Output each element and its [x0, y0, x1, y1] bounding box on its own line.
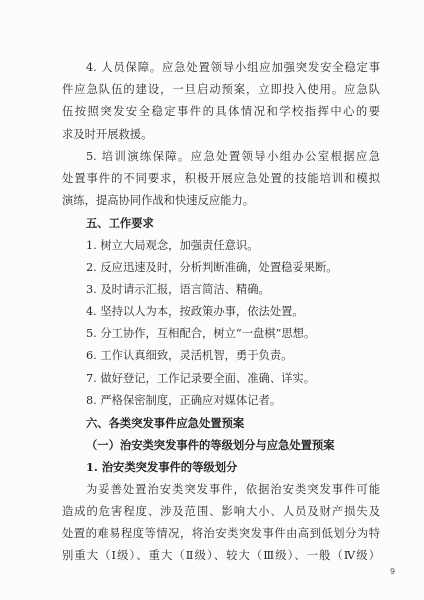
page-number: 9: [390, 567, 396, 576]
subsection-heading: （一）治安类突发事件的等级划分与应急处置预案: [86, 438, 335, 453]
personnel-support-paragraph: [62, 57, 380, 146]
paragraph-line: 为妥善处置治安类突发事件，依据治安类突发事件可能: [86, 482, 380, 496]
training-support-paragraph: [62, 146, 380, 213]
page-body-text: [62, 57, 380, 567]
work-requirements-section: [62, 212, 380, 412]
list-item: 4. 坚持以人为本，按政策办事，依法处置。: [86, 305, 304, 319]
paragraph-line: 别重大（Ⅰ级）、重大（Ⅱ级）、较大（Ⅲ级）、一般（Ⅳ级）: [62, 549, 380, 563]
list-item: 5. 分工协作，互相配合，树立“一盘棋”思想。: [86, 327, 316, 341]
section-heading: 六、各类突发事件应急处置预案: [86, 416, 245, 430]
list-item: 2. 反应迅速及时，分析判断准确，处置稳妥果断。: [86, 260, 338, 274]
emergency-plans-section: [62, 412, 380, 567]
paragraph-line: 4. 人员保障。应急处置领导小组应加强突发安全稳定事: [86, 61, 380, 74]
paragraph-line: 造成的危害程度、涉及范围、影响大小、人员及财产损失及: [62, 504, 380, 518]
paragraph-line: 求及时开展救援。: [62, 127, 153, 141]
list-item: 8. 严格保密制度，正确应对媒体记者。: [86, 393, 282, 407]
paragraph-line: 处置的难易程度等情况，将治安类突发事件由高到低划分为特: [62, 526, 380, 540]
paragraph-line: 处置事件的不同要求，积极开展应急处置的技能培训和模拟: [62, 171, 380, 185]
list-item: 7. 做好登记，工作记录要全面、准确、详实。: [86, 371, 316, 385]
section-heading: 五、工作要求: [86, 216, 154, 231]
paragraph-line: 5. 培训演练保障。应急处置领导小组办公室根据应急: [86, 149, 380, 163]
paragraph-line: 件应急队伍的建设，一旦启动预案，立即投入使用。应急队: [62, 83, 380, 97]
list-item: 3. 及时请示汇报，语言简洁、精确。: [86, 282, 270, 296]
list-item: 6. 工作认真细致，灵活机智，勇于负责。: [86, 349, 293, 363]
list-item: 1. 树立大局观念，加强责任意识。: [86, 238, 259, 252]
subsection-title: 1. 治安类突发事件的等级划分: [86, 460, 238, 475]
paragraph-line: 演练，提高协同作战和快速反应能力。: [62, 194, 255, 208]
paragraph-line: 伍按照突发安全稳定事件的具体情况和学校指挥中心的要: [62, 105, 380, 119]
